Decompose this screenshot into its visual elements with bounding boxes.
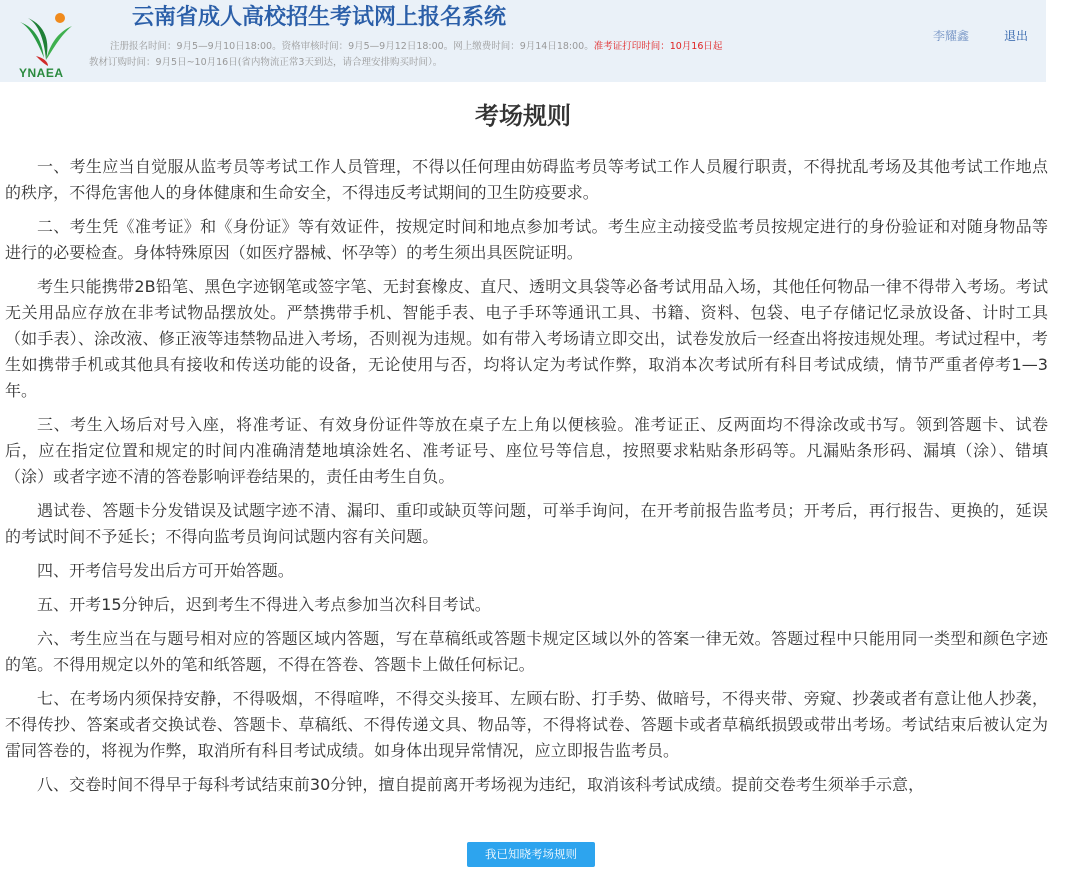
rule-paragraph: 三、考生入场后对号入座，将准考证、有效身份证件等放在桌子左上角以便核验。准考证正、反两面均不得涂改或书写。领到答题卡、试卷后，应在指定位置和规定的时间内准确清楚地填涂姓名、准考证号、座位号等信息，按照要求粘贴条形码等。凡漏贴条形码、漏填（涂）、错填（涂）或者字迹不清的答卷影响评卷结果的，责任由考生自负。 <box>5 415 1048 486</box>
page-title: 考场规则 <box>475 102 571 130</box>
rule-paragraph: 六、考生应当在与题号相对应的答题区域内答题，写在草稿纸或答题卡规定区域以外的答案一律无效。答题过程中只能用同一类型和颜色字迹的笔。不得用规定以外的笔和纸答题，不得在答卷、答题卡上做任何标记。 <box>5 629 1048 674</box>
rule-paragraph: 五、开考15分钟后，迟到考生不得进入考点参加当次科目考试。 <box>37 595 491 614</box>
logout-link[interactable]: 退出 <box>1004 29 1029 43</box>
acknowledge-rules-button[interactable]: 我已知晓考场规则 <box>467 842 595 867</box>
site-header <box>0 0 1046 82</box>
schedule-notice-line-2: 教材订购时间：9月5日~10月16日(省内物流正常3天到达，请合理安排购买时间）。 <box>89 57 443 68</box>
site-title: 云南省成人高校招生考试网上报名系统 <box>132 5 507 30</box>
schedule-notice-line-1 <box>110 40 722 54</box>
rule-paragraph: 考生只能携带2B铅笔、黑色字迹钢笔或签字笔、无封套橡皮、直尺、透明文具袋等必备考试用品入场，其他任何物品一律不得带入考场。考试无关用品应存放在非考试物品摆放处。严禁携带手机、智能手表、电子手环等通讯工具、书籍、资料、包袋、电子存储记忆录放设备、计时工具（如手表）、涂改液、修正液等违禁物品进入考场，否则视为违规。如有带入考场请立即交出，试卷发放后一经查出将按违规处理。考试过程中，考生如携带手机或其他具有接收和传送功能的设备，无论使用与否，均将认定为考试作弊，取消本次考试所有科目考试成绩，情节严重者停考1—3年。 <box>5 277 1048 400</box>
rule-paragraph: 二、考生凭《准考证》和《身份证》等有效证件，按规定时间和地点参加考试。考生应主动接受监考员按规定进行的身份验证和对随身物品等进行的必要检查。身体特殊原因（如医疗器械、怀孕等）的考生须出具医院证明。 <box>5 217 1048 262</box>
logo-text: YNAEA <box>19 66 64 80</box>
rule-paragraph: 七、在考场内须保持安静，不得吸烟，不得喧哗，不得交头接耳、左顾右盼、打手势、做暗号，不得夹带、旁窥、抄袭或者有意让他人抄袭，不得传抄、答案或者交换试卷、答题卡、草稿纸、不得传递文具、物品等，不得将试卷、答题卡或者草稿纸损毁或带出考场。考试结束后被认定为雷同答卷的，将视为作弊，取消所有科目考试成绩。如身体出现异常情况，应立即报告监考员。 <box>5 689 1048 760</box>
rules-content[interactable] <box>5 154 1048 830</box>
logo-emblem-icon <box>14 8 78 68</box>
schedule-notice-text: 注册报名时间：9月5—9月10日18:00。资格审核时间：9月5—9月12日18:00。网上缴费时间：9月14日18:00。 <box>110 41 594 52</box>
rule-paragraph: 遇试卷、答题卡分发错误及试题字迹不清、漏印、重印或缺页等问题，可举手询问，在开考前报告监考员；开考后，再行报告、更换的，延误的考试时间不予延长；不得向监考员询问试题内容有关问题。 <box>5 501 1048 546</box>
user-name-link[interactable]: 李耀鑫 <box>933 29 970 43</box>
rule-paragraph: 四、开考信号发出后方可开始答题。 <box>37 561 294 580</box>
admission-ticket-print-notice: 准考证打印时间：10月16日起 <box>593 41 723 52</box>
rule-paragraph: 八、交卷时间不得早于每科考试结束前30分钟，擅自提前离开考场视为违纪，取消该科考试成绩。提前交卷考生须举手示意， <box>37 775 925 794</box>
rule-paragraph: 一、考生应当自觉服从监考员等考试工作人员管理，不得以任何理由妨碍监考员等考试工作人员履行职责，不得扰乱考场及其他考试工作地点的秩序，不得危害他人的身体健康和生命安全，不得违反考试期间的卫生防疫要求。 <box>5 157 1048 202</box>
